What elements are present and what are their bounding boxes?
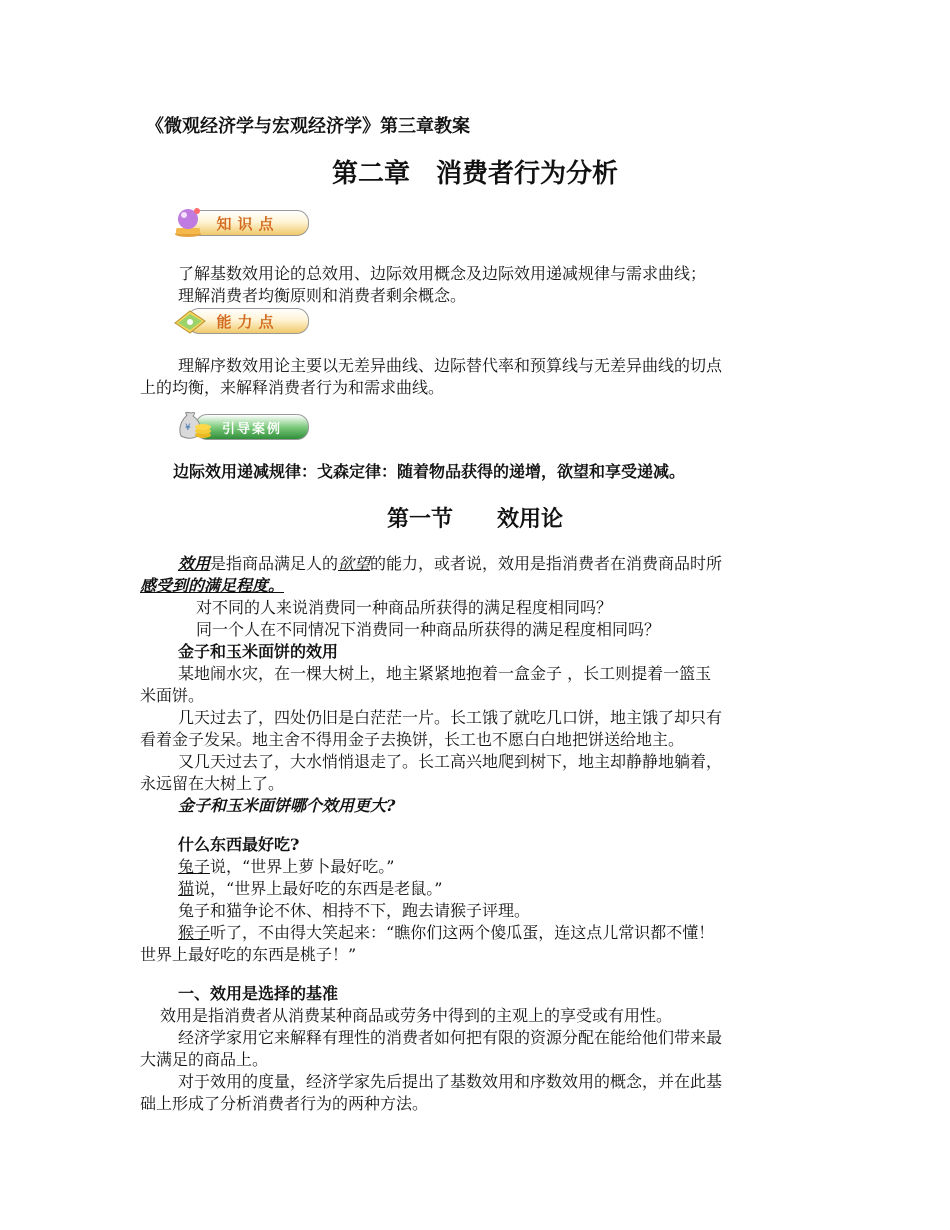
story2-cat bbox=[178, 878, 810, 900]
chapter-title: 第二章 消费者行为分析 bbox=[331, 159, 618, 189]
knowledge-line-1: 了解基数效用论的总效用、边际效用概念及边际效用递减规律与需求曲线； bbox=[178, 264, 707, 283]
story1-question: 金子和玉米面饼哪个效用更大? bbox=[178, 796, 396, 815]
doc-title: 《微观经济学与宏观经济学》第三章教案 bbox=[146, 116, 470, 137]
story1-line-4: 看着金子发呆。地主舍不得用金子去换饼，长工也不愿白白地把饼送给地主。 bbox=[140, 730, 685, 749]
ability-badge-label: 能力点 bbox=[187, 308, 309, 334]
story1-line-5: 又几天过去了，大水悄悄退走了。长工高兴地爬到树下，地主却静静地躺着， bbox=[178, 752, 723, 771]
story2-title: 什么东西最好吃? bbox=[178, 835, 300, 854]
story1-title: 金子和玉米面饼的效用 bbox=[178, 642, 339, 661]
question-1: 对不同的人来说消费同一种商品所获得的满足程度相同吗？ bbox=[196, 598, 613, 617]
story1-line-2: 米面饼。 bbox=[140, 686, 205, 705]
knowledge-badge bbox=[173, 207, 309, 237]
money-bag-icon bbox=[173, 411, 213, 441]
definition-line-1 bbox=[178, 553, 810, 575]
part1-title: 一、效用是选择的基准 bbox=[178, 984, 339, 1003]
monkey-text: 听了，不由得大笑起来：“瞧你们这两个傻瓜蛋，连这点儿常识都不懂！ bbox=[210, 923, 715, 942]
story2-dispute: 兔子和猫争论不休、相持不下，跑去请猴子评理。 bbox=[178, 901, 531, 920]
definition-line-2: 感受到的满足程度。 bbox=[140, 576, 285, 595]
svg-text:¥: ¥ bbox=[185, 423, 191, 433]
book-icon bbox=[173, 305, 207, 335]
section-title: 第一节 效用论 bbox=[386, 506, 563, 532]
definition-text-2: 的能力，或者说，效用是指消费者在消费商品时所 bbox=[370, 554, 723, 573]
story2-last: 世界上最好吃的东西是桃子！” bbox=[140, 945, 357, 964]
case-badge bbox=[173, 411, 309, 441]
ability-line-1: 理解序数效用论主要以无差异曲线、边际替代率和预算线与无差异曲线的切点 bbox=[178, 356, 723, 375]
monkey-name: 猴子 bbox=[178, 923, 211, 942]
definition-text-1: 是指商品满足人的 bbox=[210, 554, 339, 573]
part1-line-3: 大满足的商品上。 bbox=[140, 1050, 269, 1069]
term-utility: 效用 bbox=[178, 554, 211, 573]
case-badge-label: 引导案例 bbox=[195, 414, 309, 440]
knowledge-line-2: 理解消费者均衡原则和消费者剩余概念。 bbox=[178, 286, 467, 305]
cat-name: 猫 bbox=[178, 879, 195, 898]
rabbit-name: 兔子 bbox=[178, 857, 211, 876]
part1-line-5: 础上形成了分析消费者行为的两种方法。 bbox=[140, 1094, 429, 1113]
part1-line-2: 经济学家用它来解释有理性的消费者如何把有限的资源分配在能给他们带来最 bbox=[178, 1028, 723, 1047]
story2-rabbit bbox=[178, 856, 810, 878]
knowledge-badge-label: 知识点 bbox=[187, 210, 309, 236]
story1-line-3: 几天过去了，四处仍旧是白茫茫一片。长工饿了就吃几口饼，地主饿了却只有 bbox=[178, 708, 723, 727]
crystal-ball-icon bbox=[173, 207, 207, 237]
rabbit-text: 说，“世界上萝卜最好吃。” bbox=[210, 857, 395, 876]
part1-line-4: 对于效用的度量，经济学家先后提出了基数效用和序数效用的概念，并在此基 bbox=[178, 1072, 723, 1091]
cat-text: 说，“世界上最好吃的东西是老鼠。” bbox=[194, 879, 443, 898]
term-desire: 欲望 bbox=[338, 554, 371, 573]
ability-badge bbox=[173, 305, 309, 335]
ability-line-2: 上的均衡，来解释消费者行为和需求曲线。 bbox=[140, 378, 445, 397]
part1-line-1: 效用是指消费者从消费某种商品或劳务中得到的主观上的享受或有用性。 bbox=[160, 1006, 673, 1025]
story1-line-6: 永远留在大树上了。 bbox=[140, 774, 285, 793]
case-line: 边际效用递减规律：戈森定律：随着物品获得的递增，欲望和享受递减。 bbox=[173, 462, 686, 481]
story1-line-1: 某地闹水灾，在一棵大树上，地主紧紧地抱着一盒金子 ，长工则提着一篮玉 bbox=[178, 664, 712, 683]
story2-monkey bbox=[178, 922, 810, 944]
question-2: 同一个人在不同情况下消费同一种商品所获得的满足程度相同吗？ bbox=[196, 620, 661, 639]
